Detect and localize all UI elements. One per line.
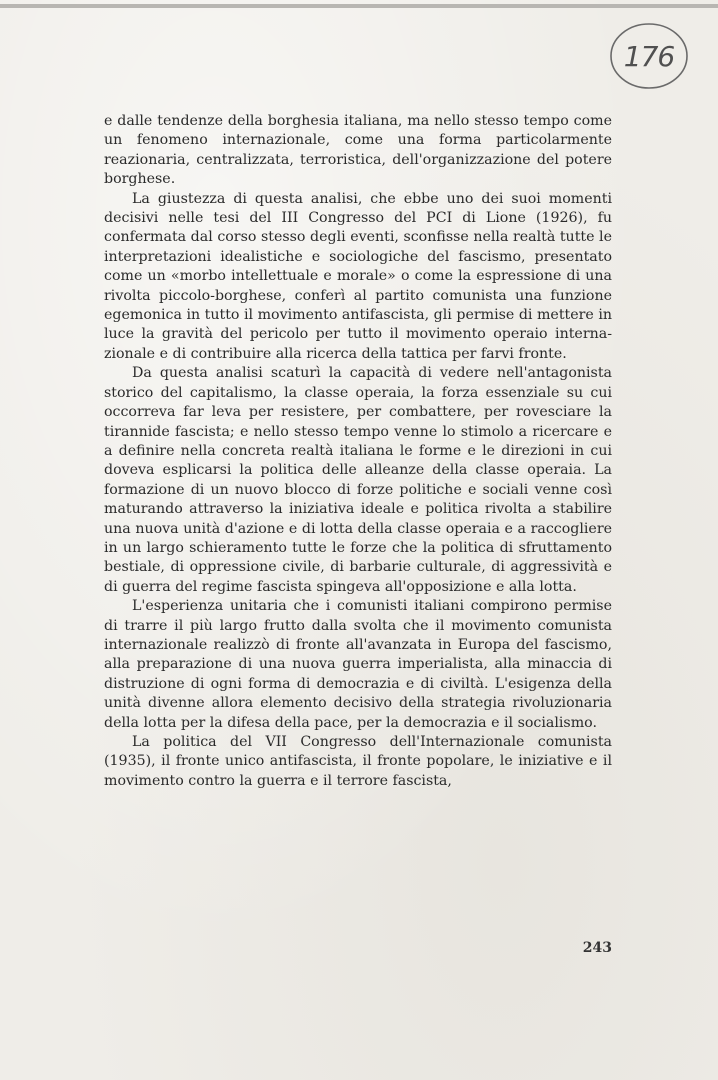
body-text (104, 112, 612, 791)
paragraph: La giustezza di questa analisi, che ebbe uno dei suoi momenti decisivi nelle tesi del III Congresso del PCI di Lione (1926), fu confermata dal corso stesso degli eventi, sconfisse nella realtà tutte le interpretazioni idealistiche e sociologiche del fascismo, presentato come un «morbo intellettuale e morale» o come la espressione di una rivolta piccolo-borghese, conferì al partito comunista una funzione egemonica in tutto il movimento antifascista, gli permise di mettere in luce la gravità del pericolo per tutto il movimento operaio internazionale e di contribuire alla ricerca della tattica per farvi fronte. (104, 190, 612, 362)
paragraph: L'esperienza unitaria che i comunisti italiani compirono permise di trarre il più largo frutto dalla svolta che il movimento comunista internazionale realizzò di fronte all'avanzata in Europa del fascismo, alla preparazione di una nuova guerra imperialista, alla minaccia di distruzione di ogni forma di democrazia e di civiltà. L'esigenza della unità divenne allora elemento decisivo della strategia rivoluzionaria della lotta per la difesa della pace, per la democrazia e il socialismo. (104, 598, 612, 731)
top-border-rule (0, 4, 718, 8)
paragraph: La politica del VII Congresso dell'Internazionale comunista (1935), il fronte unico antifascista, il fronte popolare, le iniziative e il movimento contro la guerra e il terrore fascista, (104, 734, 612, 789)
page-number: 243 (582, 940, 612, 956)
paragraph: e dalle tendenze della borghesia italiana, ma nello stesso tempo come un fenomeno internazionale, come una forma particolarmente reazionaria, centralizzata, terroristica, dell'organizzazione del potere borghese. (104, 113, 612, 188)
stamp-number: 176 (623, 39, 675, 73)
paragraph: Da questa analisi scaturì la capacità di vedere nell'antagonista storico del capitalismo, la classe operaia, la forza essenziale su cui occorreva far leva per resistere, per combattere, per rovesciare la tirannide fascista; e nello stesso tempo venne lo stimolo a ricercare e a definire nella concreta realtà italiana le forme e le direzioni in cui doveva esplicarsi la politica delle alleanze della classe operaia. La formazione di un nuovo blocco di forze politiche e sociali venne così maturando attraverso la iniziativa ideale e politica rivolta a stabilire una nuova unità d'azione e di lotta della classe operaia e a raccogliere in un largo schieramento tutte le forze che la politica di sfruttamento bestiale, di oppressione civile, di barbarie culturale, di aggressività e di guerra del regime fascista spingeva all'opposizione e alla lotta. (104, 365, 612, 595)
handwritten-page-stamp (608, 20, 690, 92)
